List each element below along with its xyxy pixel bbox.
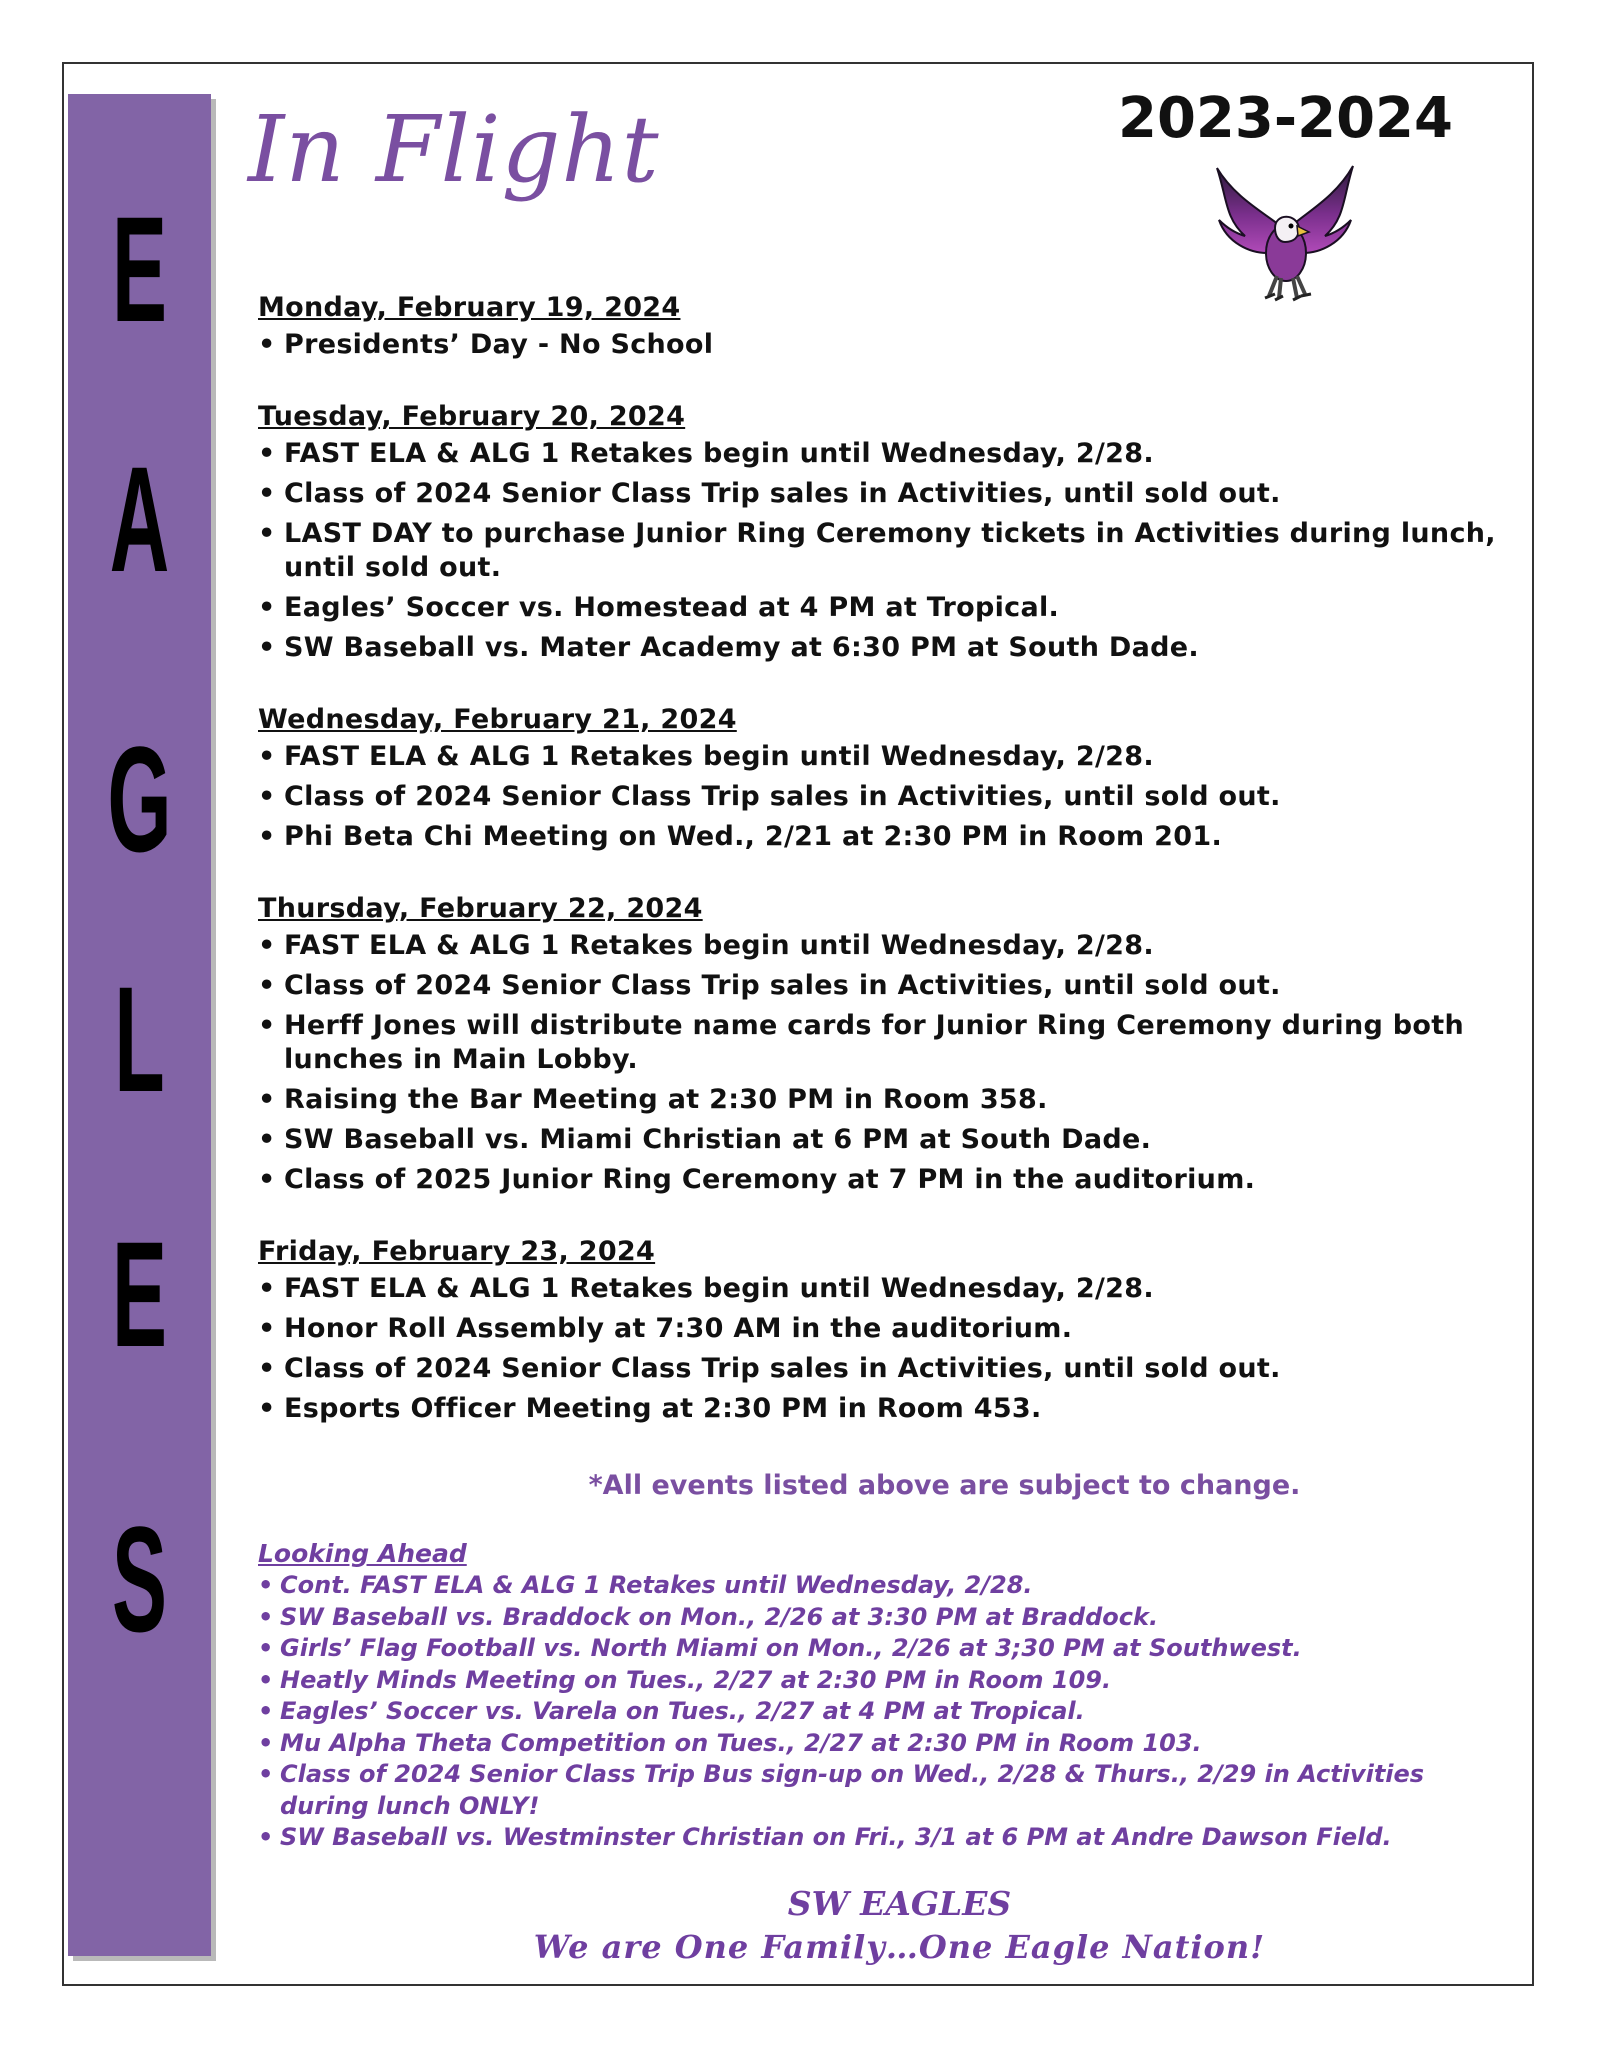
newsletter-title: In Flight — [248, 96, 660, 203]
banner-letter: E — [111, 185, 168, 353]
looking-ahead — [258, 1538, 1518, 1854]
day-heading: Tuesday, February 20, 2024 — [258, 401, 686, 432]
side-banner — [68, 94, 211, 1956]
event-item: • FAST ELA & ALG 1 Retakes begin until Wednesday, 2/28. — [258, 1269, 1528, 1309]
event-item: • SW Baseball vs. Miami Christian at 6 PM at South Dade. — [258, 1120, 1528, 1160]
day-heading: Monday, February 19, 2024 — [258, 292, 681, 323]
event-item: • FAST ELA & ALG 1 Retakes begin until Wednesday, 2/28. — [258, 926, 1528, 966]
day-heading: Wednesday, February 21, 2024 — [258, 704, 737, 735]
banner-letter: S — [111, 1495, 168, 1663]
ahead-item: • SW Baseball vs. Westminster Christian on Fri., 3/1 at 6 PM at Andre Dawson Field. — [258, 1822, 1518, 1854]
ahead-item: • Class of 2024 Senior Class Trip Bus sign-up on Wed., 2/28 & Thurs., 2/29 in Activities during lunch ONLY! — [258, 1759, 1518, 1822]
school-year: 2023-2024 — [1118, 86, 1453, 151]
ahead-item: • SW Baseball vs. Braddock on Mon., 2/26 at 3:30 PM at Braddock. — [258, 1602, 1518, 1634]
event-item: • Class of 2024 Senior Class Trip sales in Activities, until sold out. — [258, 1349, 1528, 1389]
day-section — [258, 1234, 1528, 1429]
event-item: • Honor Roll Assembly at 7:30 AM in the auditorium. — [258, 1309, 1528, 1349]
banner-letter: G — [107, 715, 172, 883]
day-heading: Thursday, February 22, 2024 — [258, 893, 703, 924]
event-item: • Presidents’ Day - No School — [258, 325, 1528, 365]
day-section — [258, 702, 1528, 857]
event-item: • Eagles’ Soccer vs. Homestead at 4 PM at Tropical. — [258, 588, 1528, 628]
day-section — [258, 399, 1528, 668]
event-item: • FAST ELA & ALG 1 Retakes begin until Wednesday, 2/28. — [258, 737, 1528, 777]
event-item: • Raising the Bar Meeting at 2:30 PM in Room 358. — [258, 1080, 1528, 1120]
event-item: • Class of 2024 Senior Class Trip sales in Activities, until sold out. — [258, 474, 1528, 514]
day-section — [258, 290, 1528, 365]
eagle-icon — [1205, 158, 1365, 308]
event-item: • Class of 2024 Senior Class Trip sales in Activities, until sold out. — [258, 966, 1528, 1006]
event-item: • FAST ELA & ALG 1 Retakes begin until Wednesday, 2/28. — [258, 434, 1528, 474]
looking-ahead-heading: Looking Ahead — [258, 1539, 467, 1568]
event-item: • Class of 2024 Senior Class Trip sales in Activities, until sold out. — [258, 777, 1528, 817]
footer-title: SW EAGLES — [787, 1884, 1012, 1923]
banner-letter: L — [114, 955, 165, 1123]
ahead-item: • Mu Alpha Theta Competition on Tues., 2/27 at 2:30 PM in Room 103. — [258, 1728, 1518, 1760]
day-section — [258, 891, 1528, 1200]
event-item: • Herff Jones will distribute name cards for Junior Ring Ceremony during both lunches in Main Lobby. — [258, 1009, 1528, 1077]
footer-motto: We are One Family…One Eagle Nation! — [533, 1928, 1266, 1966]
banner-letter: A — [109, 435, 170, 603]
ahead-item: • Heatly Minds Meeting on Tues., 2/27 at 2:30 PM in Room 109. — [258, 1665, 1518, 1697]
event-item: • SW Baseball vs. Mater Academy at 6:30 PM at South Dade. — [258, 628, 1528, 668]
event-item: • Class of 2025 Junior Ring Ceremony at 7 PM in the auditorium. — [258, 1160, 1528, 1200]
day-heading: Friday, February 23, 2024 — [258, 1236, 656, 1267]
schedule — [258, 290, 1528, 1463]
event-item: • LAST DAY to purchase Junior Ring Ceremony tickets in Activities during lunch, until sold out. — [258, 517, 1528, 585]
disclaimer: *All events listed above are subject to change. — [588, 1470, 1301, 1501]
banner-letter: E — [111, 1210, 168, 1378]
ahead-item: • Cont. FAST ELA & ALG 1 Retakes until Wednesday, 2/28. — [258, 1570, 1518, 1602]
ahead-item: • Girls’ Flag Football vs. North Miami on Mon., 2/26 at 3;30 PM at Southwest. — [258, 1633, 1518, 1665]
event-item: • Esports Officer Meeting at 2:30 PM in Room 453. — [258, 1389, 1528, 1429]
event-item: • Phi Beta Chi Meeting on Wed., 2/21 at 2:30 PM in Room 201. — [258, 817, 1528, 857]
ahead-item: • Eagles’ Soccer vs. Varela on Tues., 2/27 at 4 PM at Tropical. — [258, 1696, 1518, 1728]
